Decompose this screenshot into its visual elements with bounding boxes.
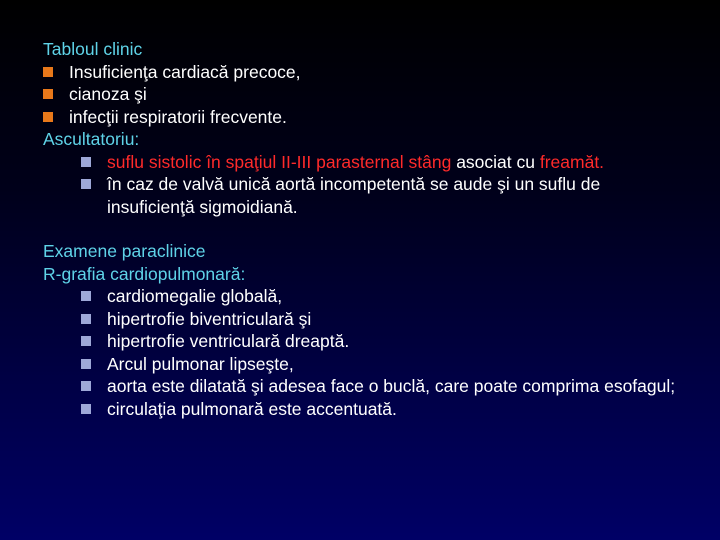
section-spacer <box>43 218 683 240</box>
square-bullet-icon <box>81 404 91 414</box>
square-bullet-icon <box>43 112 53 122</box>
list-item-text: cianoza şi <box>69 84 147 104</box>
auscultation-label: Ascultatoriu: <box>43 129 140 149</box>
list-item <box>43 83 683 106</box>
list-item <box>43 375 683 398</box>
list-item-text: Insuficienţa cardiacă precoce, <box>69 61 301 82</box>
list-item-text <box>107 151 683 174</box>
list-item <box>43 61 683 84</box>
section-title-tablou-clinic: Tabloul clinic <box>43 39 143 59</box>
list-item-text: circulaţia pulmonară este accentuată. <box>107 398 397 419</box>
square-bullet-icon <box>43 89 53 99</box>
square-bullet-icon <box>81 157 91 167</box>
square-bullet-icon <box>43 67 53 77</box>
square-bullet-icon <box>81 291 91 301</box>
list-item-text: Arcul pulmonar lipseşte, <box>107 353 294 374</box>
section-subtitle-r-grafia: R-grafia cardiopulmonară: <box>43 263 246 284</box>
list-item-text: hipertrofie ventriculară dreaptă. <box>107 331 350 351</box>
slide-content <box>43 38 683 420</box>
list-item <box>43 173 683 218</box>
square-bullet-icon <box>81 179 91 189</box>
list-item <box>43 308 683 331</box>
list-item-text: infecţii respiratorii frecvente. <box>69 106 287 127</box>
list-item-text: aorta este dilatată şi adesea face o buclă, care poate comprima esofagul; <box>107 376 676 396</box>
square-bullet-icon <box>81 381 91 391</box>
square-bullet-icon <box>81 336 91 346</box>
highlight-text: suflu sistolic în spaţiul II-III parasternal stâng <box>107 151 452 172</box>
square-bullet-icon <box>81 359 91 369</box>
list-item <box>43 106 683 129</box>
list-item <box>43 330 683 353</box>
list-item <box>43 353 683 376</box>
list-item <box>43 151 683 174</box>
list-item-text: hipertrofie biventriculară şi <box>107 308 312 329</box>
section-title-examene-paraclinice: Examene paraclinice <box>43 241 206 261</box>
list-item <box>43 398 683 421</box>
plain-text: asociat cu <box>451 151 540 172</box>
list-item-text: în caz de valvă unică aortă incompetentă se aude şi un suflu de insuficienţă sigmoidiană. <box>107 174 601 217</box>
highlight-text: freamăt. <box>539 151 605 172</box>
list-item <box>43 285 683 308</box>
square-bullet-icon <box>81 314 91 324</box>
list-item-text: cardiomegalie globală, <box>107 286 283 306</box>
